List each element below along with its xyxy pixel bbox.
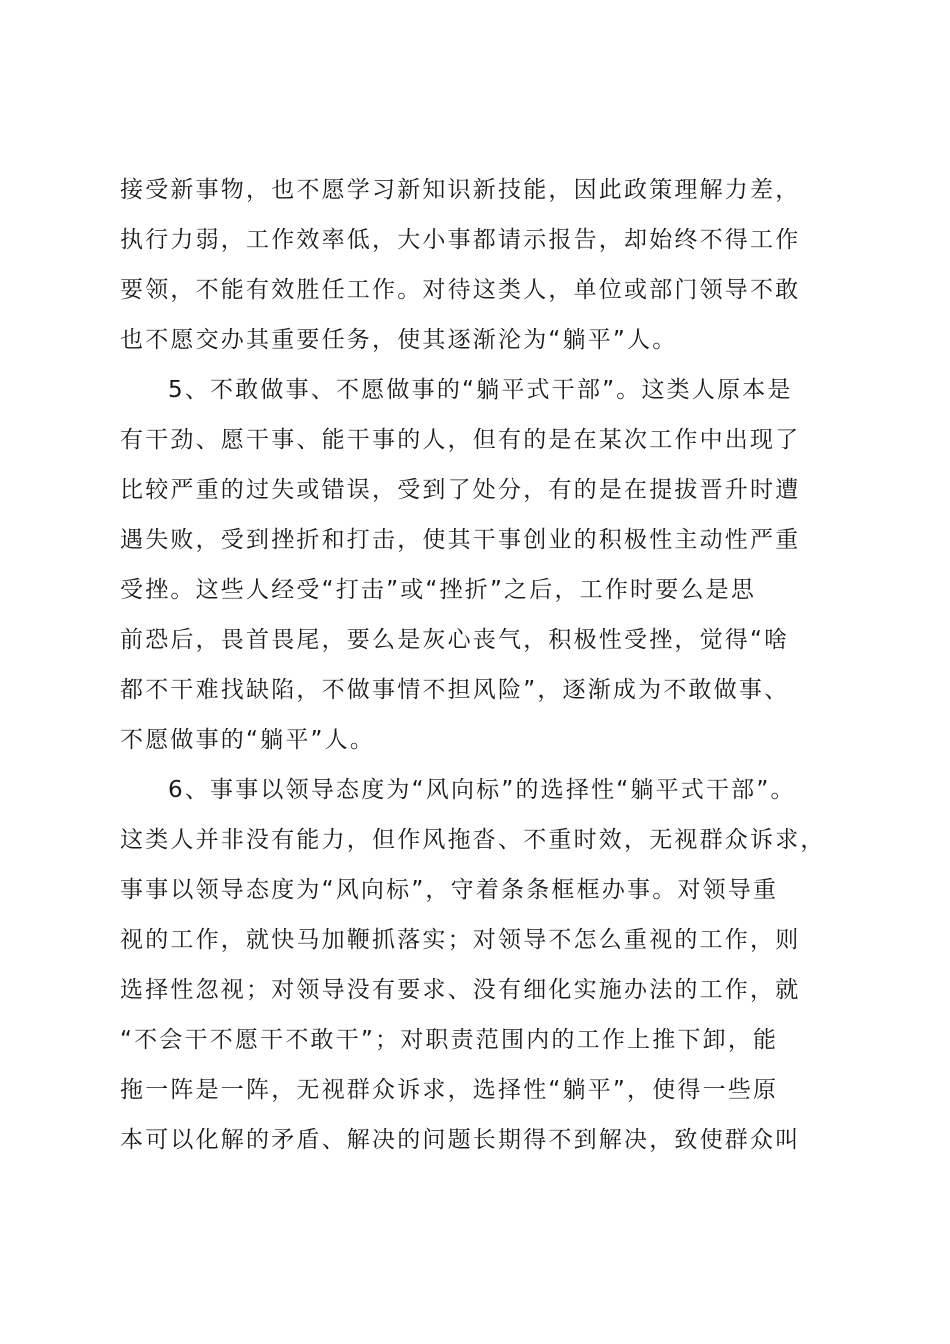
text-line: 要领，不能有效胜任工作。对待这类人，单位或部门领导不敢: [120, 277, 801, 303]
text-line: 这类人并非没有能力，但作风拖沓、不重时效，无视群众诉求，: [120, 827, 826, 853]
text-line: 选择性忽视；对领导没有要求、没有细化实施办法的工作，就: [120, 977, 801, 1003]
text-line: 不愿做事的“躺平”人。: [120, 727, 376, 753]
text-line: 执行力弱，工作效率低，大小事都请示报告，却始终不得工作: [120, 227, 801, 253]
text-line: 前恐后，畏首畏尾，要么是灰心丧气，积极性受挫，觉得“啥: [120, 627, 790, 653]
text-line: 也不愿交办其重要任务，使其逐渐沦为“躺平”人。: [120, 327, 678, 353]
text-line: 有干劲、愿干事、能干事的人，但有的是在某次工作中出现了: [120, 427, 801, 453]
text-line: 都不干难找缺陷，不做事情不担风险”，逐渐成为不敢做事、: [120, 677, 790, 703]
text-line: “不会干不愿干不敢干”；对职责范围内的工作上推下卸，能: [120, 1027, 779, 1053]
text-line: 视的工作，就快马加鞭抓落实；对领导不怎么重视的工作，则: [120, 927, 801, 953]
text-line: 遇失败，受到挫折和打击，使其干事创业的积极性主动性严重: [120, 527, 801, 553]
paragraph-heading: 6、事事以领导态度为“风向标”的选择性“躺平式干部”。: [168, 777, 796, 803]
text-line: 比较严重的过失或错误，受到了处分，有的是在提拔晋升时遭: [120, 477, 801, 503]
text-line: 事事以领导态度为“风向标”，守着条条框框办事。对领导重: [120, 877, 779, 903]
paragraph-heading: 5、不敢做事、不愿做事的“躺平式干部”。这类人原本是: [168, 377, 793, 403]
text-line: 接受新事物，也不愿学习新知识新技能，因此政策理解力差，: [120, 177, 801, 203]
text-line: 受挫。这些人经受“打击”或“挫折”之后，工作时要么是思: [120, 577, 757, 603]
text-line: 本可以化解的矛盾、解决的问题长期得不到解决，致使群众叫: [120, 1127, 801, 1153]
text-line: 拖一阵是一阵，无视群众诉求，选择性“躺平”，使得一些原: [120, 1077, 779, 1103]
